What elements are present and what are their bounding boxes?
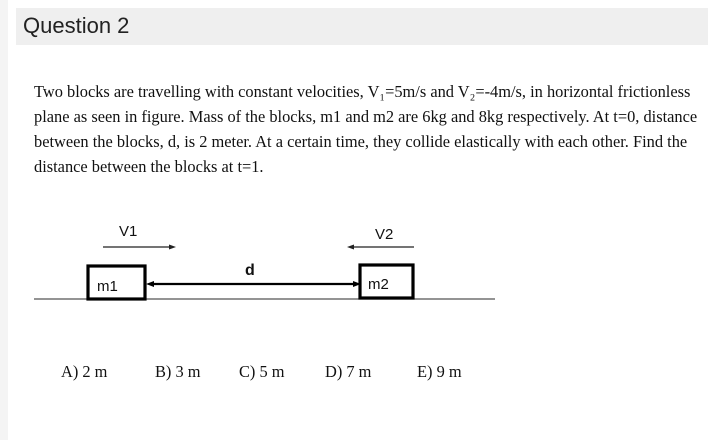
- v1-label: V1: [119, 223, 138, 240]
- v2-arrowhead: [347, 245, 354, 250]
- option-e[interactable]: E) 9 m: [417, 362, 462, 381]
- option-a[interactable]: A) 2 m: [61, 362, 108, 381]
- m2-label: m2: [368, 276, 389, 293]
- question-text: Two blocks are travelling with constant velocities, V₁=5m/s and V₂=-4m/s, in horizontal frictionless plane as seen in figure. Mass of the blocks, m1 and m2 are 6kg and 8kg respectively. At t=0, distance between the blocks, d, is 2 meter. At a certain time, they collide elastically with each other. Find the distance between the blocks at t=1.: [34, 82, 698, 176]
- m1-label: m1: [97, 278, 118, 295]
- option-b[interactable]: B) 3 m: [155, 362, 201, 381]
- option-c[interactable]: C) 5 m: [239, 362, 285, 381]
- distance-arrowhead-left: [146, 281, 154, 287]
- distance-label: d: [245, 262, 255, 279]
- option-d[interactable]: D) 7 m: [325, 362, 372, 381]
- v1-arrowhead: [169, 245, 176, 250]
- question-title: Question 2: [23, 13, 130, 38]
- v2-label: V2: [375, 226, 394, 243]
